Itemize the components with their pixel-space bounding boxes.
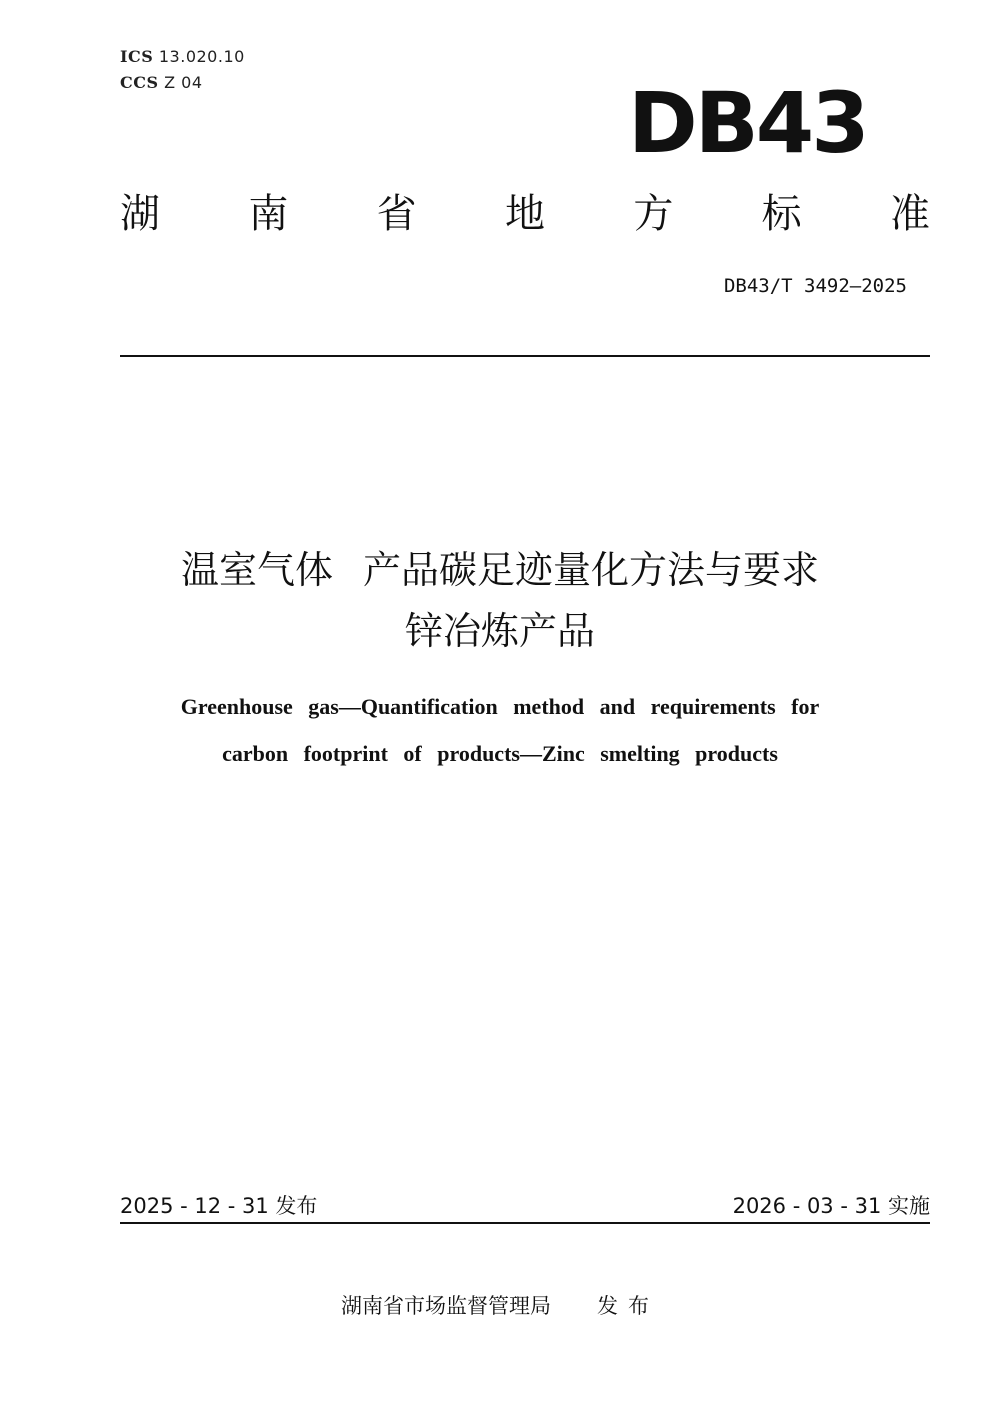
- ics-code: [120, 47, 245, 66]
- org-char: 标: [761, 191, 802, 237]
- standard-number: DB43/T 3492—2025: [723, 275, 907, 297]
- implement-date: 2026 - 03 - 31 实施: [732, 1194, 930, 1218]
- title-en-line1: Greenhouse gas—Quantification method and requirements for: [180, 694, 820, 719]
- ics-value: 13.020.10: [158, 47, 245, 66]
- ccs-code: [120, 73, 203, 92]
- org-char: 湖: [120, 191, 160, 237]
- org-char: 省: [376, 191, 417, 237]
- org-char: 南: [248, 191, 289, 237]
- bottom-divider: [120, 1222, 930, 1224]
- org-name: [120, 188, 930, 240]
- title-cn-line2: 锌冶炼产品: [404, 609, 595, 653]
- org-char: 地: [504, 191, 545, 237]
- top-divider: [120, 355, 930, 357]
- publisher-name: 湖南省市场监督管理局: [341, 1294, 551, 1318]
- logo-text: DB43: [628, 74, 867, 172]
- ccs-value: Z 04: [164, 73, 203, 92]
- title-cn-line1: 温室气体 产品碳足迹量化方法与要求: [180, 548, 820, 592]
- publisher-action: 发布: [597, 1294, 659, 1318]
- db43-logo: [628, 74, 867, 172]
- ccs-label: CCS: [120, 73, 159, 92]
- ics-label: ICS: [120, 47, 154, 66]
- org-char: 准: [889, 191, 930, 237]
- org-char: 方: [633, 191, 674, 237]
- issue-date: 2025 - 12 - 31 发布: [120, 1194, 318, 1218]
- publisher: [0, 1292, 1000, 1320]
- title-en-line2: carbon footprint of products—Zinc smelting products: [222, 741, 778, 766]
